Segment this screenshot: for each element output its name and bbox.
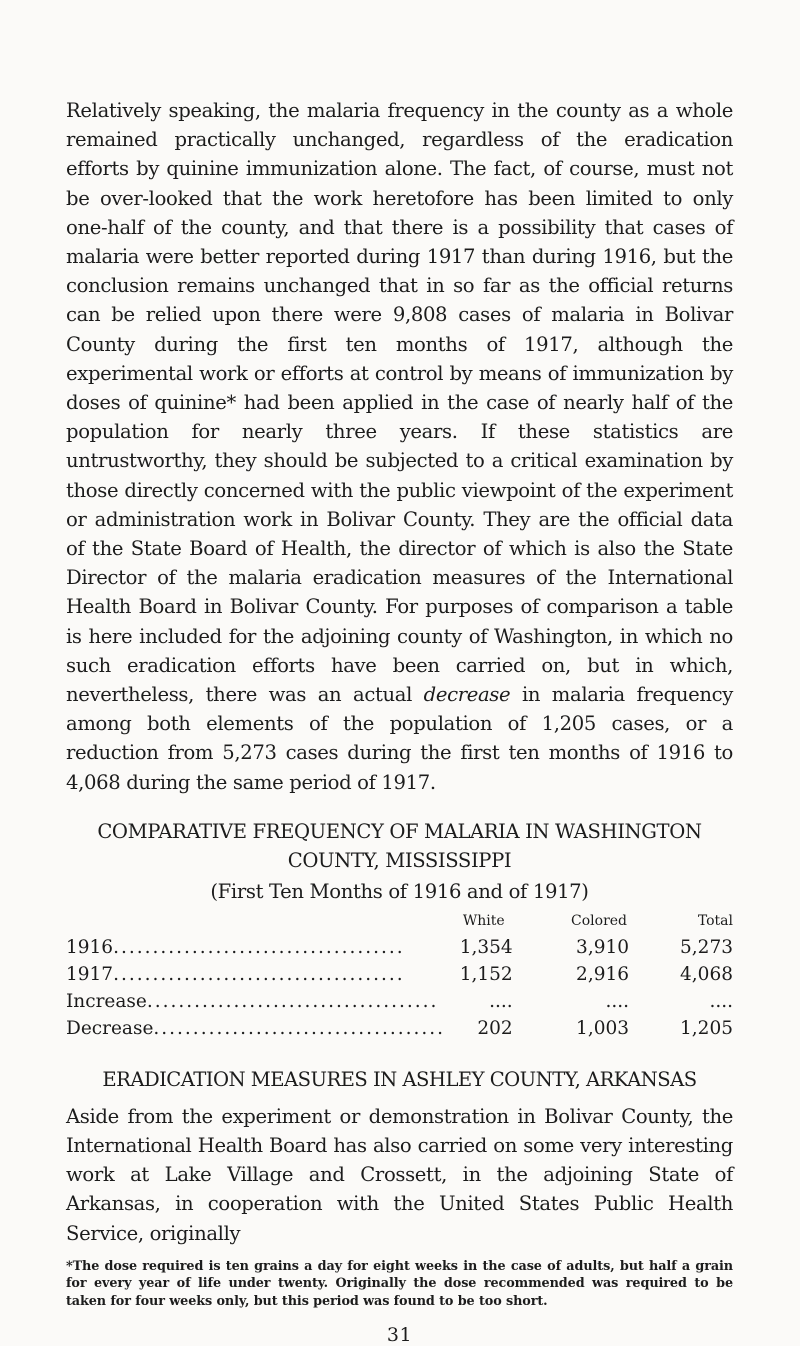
emphasis-decrease: decrease — [423, 683, 511, 707]
cell-total: 4,068 — [680, 963, 733, 985]
cell-colored: 2,916 — [576, 963, 630, 985]
leader-dots: ..................................... — [113, 936, 405, 958]
row-label-cell — [66, 934, 445, 961]
row-label: 1916 — [66, 936, 114, 958]
table-title-line-2: COUNTY, MISSISSIPPI — [287, 848, 512, 872]
header-blank — [66, 912, 445, 934]
header-total: Total — [697, 912, 733, 929]
body-paragraph-1 — [66, 96, 733, 797]
row-label: 1917 — [66, 963, 114, 985]
table-row — [66, 934, 733, 961]
row-label-cell — [66, 1015, 445, 1042]
leader-dots: ..................................... — [153, 1017, 445, 1039]
malaria-frequency-table — [66, 912, 733, 1042]
cell-colored: 1,003 — [576, 1017, 630, 1039]
cell-colored: 3,910 — [576, 936, 630, 958]
document-page — [66, 96, 733, 1346]
cell-white: .... — [489, 990, 513, 1012]
table-title — [66, 817, 733, 875]
table-title-line-1: COMPARATIVE FREQUENCY OF MALARIA IN WASHINGTON — [97, 819, 702, 843]
body-paragraph-2: Aside from the experiment or demonstration in Bolivar County, the International Health Board has also carried on some very interesting work at Lake Village and Crossett, in the adjoining State of Arkansas, in cooperation with the United States Public Health Service, originally — [66, 1104, 733, 1245]
cell-white: 1,354 — [459, 936, 513, 958]
row-label-cell — [66, 988, 445, 1015]
cell-colored: .... — [605, 990, 630, 1012]
header-colored: Colored — [571, 912, 628, 929]
row-label-cell — [66, 961, 445, 988]
cell-total: .... — [709, 990, 733, 1012]
row-label: Increase — [66, 990, 147, 1012]
table-row — [66, 961, 733, 988]
table-row — [66, 988, 733, 1015]
table-row — [66, 1015, 733, 1042]
leader-dots: ..................................... — [113, 963, 405, 985]
row-label: Decrease — [66, 1017, 154, 1039]
page-number: 31 — [386, 1324, 413, 1346]
header-white: White — [462, 912, 505, 929]
leader-dots: ..................................... — [146, 990, 439, 1012]
cell-white: 202 — [477, 1017, 513, 1039]
cell-total: 5,273 — [680, 936, 733, 958]
paragraph-1-end: in malaria frequency among both elements of the population of 1,205 cases, or a reduction from 5,273 cases during the first ten months of 1916 to 4,068 during the same period of 1917. — [66, 683, 733, 794]
paragraph-1-text: Relatively speaking, the malaria frequency in the county as a whole remained practically unchanged, regardless of the eradication efforts by quinine immunization alone. The fact, of course, must not be over-looked that the work heretofore has been limited to only one-half of the county, and that there is a possibility that cases of malaria were better reported during 1917 than during 1916, but the conclusion remains unchanged that in so far as the official returns can be relied upon there were 9,808 cases of malaria in Bolivar County during the first ten months of 1917, although the experimental work or efforts at control by means of immunization by doses of quinine* had been applied in the case of nearly half of the population for nearly three years. If these statistics are untrustworthy, they should be subjected to a critical examination by those directly concerned with the public viewpoint of the experiment or administration work in Bolivar County. They are the official data of the State Board of Health, the director of which is also the State Director of the malaria eradication measures of the International Health Board in Bolivar County. For purposes of comparison a table is here included for the adjoining county of Washington, in which no such eradication efforts have been carried on, but in which, nevertheless, there was an actual — [66, 99, 733, 707]
table-header-row — [66, 912, 733, 934]
cell-total: 1,205 — [680, 1017, 733, 1039]
table-subtitle: (First Ten Months of 1916 and of 1917) — [210, 879, 589, 903]
cell-white: 1,152 — [459, 963, 513, 985]
section-heading: ERADICATION MEASURES IN ASHLEY COUNTY, ARKANSAS — [102, 1067, 697, 1091]
footnote: *The dose required is ten grains a day for eight weeks in the case of adults, but half a grain for every year of life under twenty. Originally the dose recommended was required to be taken for four weeks only, but this period was found to be too short. — [66, 1258, 733, 1309]
